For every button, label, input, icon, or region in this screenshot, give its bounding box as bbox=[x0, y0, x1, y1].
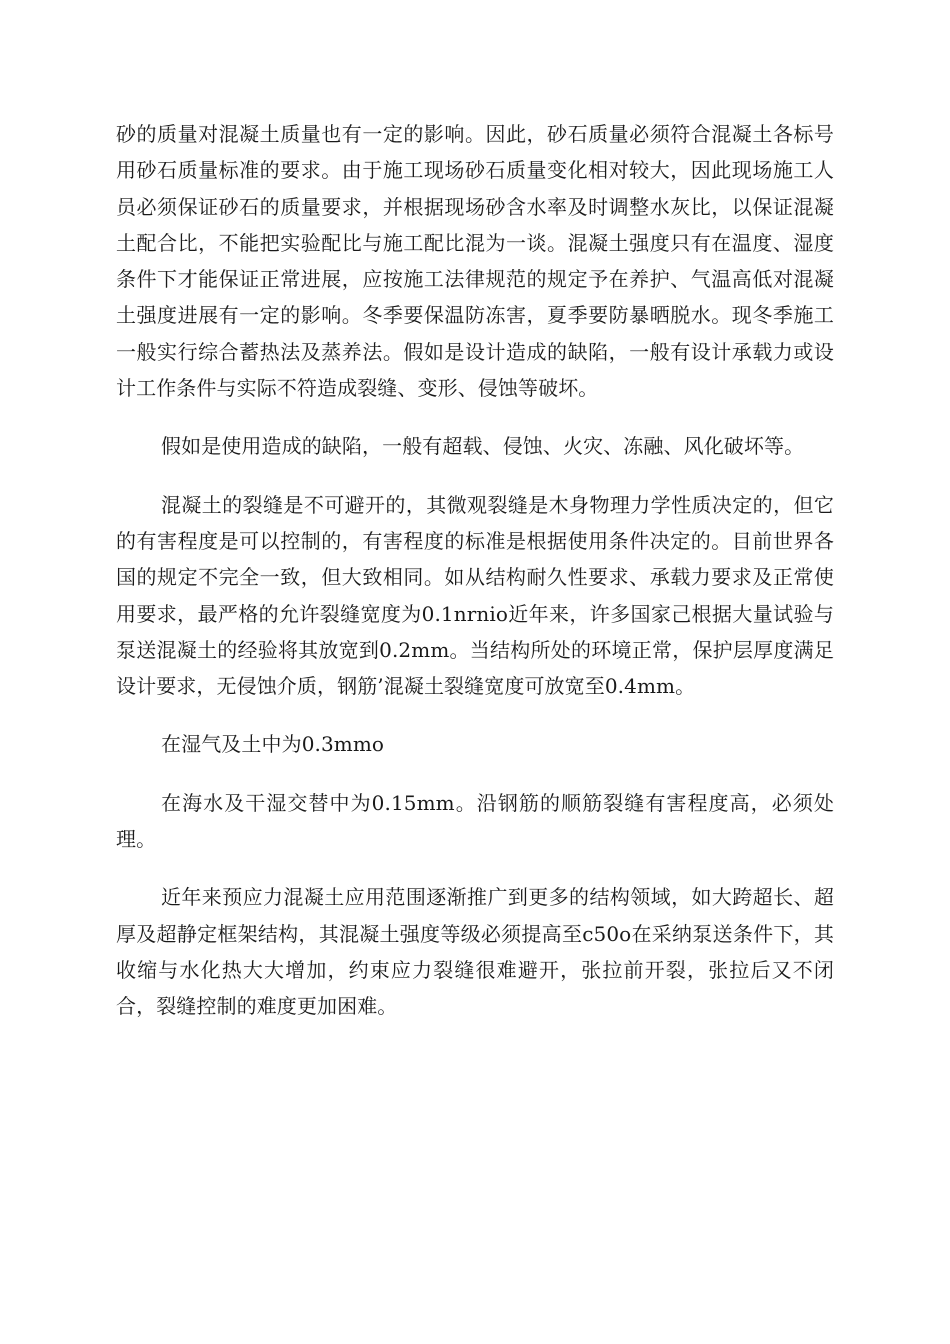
document-page bbox=[116, 116, 834, 1047]
paragraph-2: 假如是使用造成的缺陷，一般有超载、侵蚀、火灾、冻融、风化破坏等。 bbox=[161, 434, 805, 459]
paragraph-4: 在湿气及土中为0.3mmo bbox=[161, 732, 385, 757]
paragraph-5: 在海水及干湿交替中为0.15mm。沿钢筋的顺筋裂缝有害程度高，必须处理。 bbox=[116, 790, 834, 852]
paragraph-6: 近年来预应力混凝土应用范围逐渐推广到更多的结构领域，如大跨超长、超厚及超静定框架结构，其混凝土强度等级必须提高至c50o在采纳泵送条件下，其收缩与水化热大大增加，约束应力裂缝很难避开，张拉前开裂，张拉后又不闭合，裂缝控制的难度更加困难。 bbox=[116, 885, 834, 1019]
paragraph-1: 砂的质量对混凝土质量也有一定的影响。因此，砂石质量必须符合混凝土各标号用砂石质量标准的要求。由于施工现场砂石质量变化相对较大，因此现场施工人员必须保证砂石的质量要求，并根据现场砂含水率及时调整水灰比，以保证混凝土配合比，不能把实验配比与施工配比混为一谈。混凝土强度只有在温度、湿度条件下才能保证正常进展，应按施工法律规范的规定予在养护、气温高低对混凝土强度进展有一定的影响。冬季要保温防冻害，夏季要防暴晒脱水。现冬季施工一般实行综合蓄热法及蒸养法。假如是设计造成的缺陷，一般有设计承载力或设计工作条件与实际不符造成裂缝、变形、侵蚀等破坏。 bbox=[116, 122, 834, 401]
paragraph-3: 混凝土的裂缝是不可避开的，其微观裂缝是木身物理力学性质决定的，但它的有害程度是可以控制的，有害程度的标准是根据使用条件决定的。目前世界各国的规定不完全一致，但大致相同。如从结构耐久性要求、承载力要求及正常使用要求，最严格的允许裂缝宽度为0.1nrnio近年来，许多国家己根据大量试验与泵送混凝土的经验将其放宽到0.2mm。当结构所处的环境正常，保护层厚度满足设计要求，无侵蚀介质，钢筋’混凝土裂缝宽度可放宽至0.4mm。 bbox=[116, 492, 834, 699]
